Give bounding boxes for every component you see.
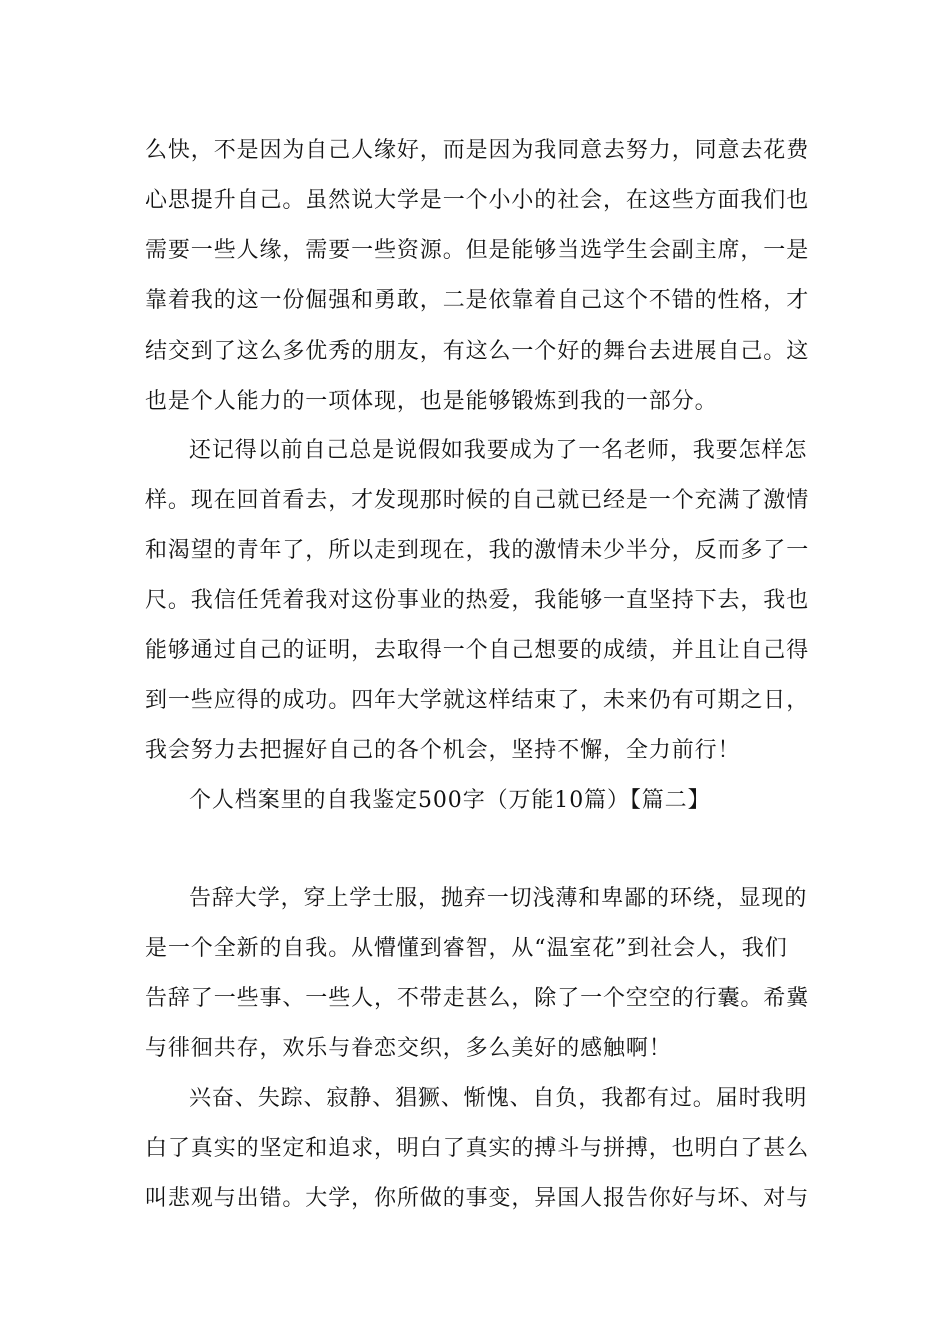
paragraph-line: 兴奋、失踪、寂静、猖獗、惭愧、自负，我都有过。届时我明: [189, 1086, 808, 1111]
paragraph-line: 我会努力去把握好自己的各个机会，坚持不懈，全力前行！: [145, 738, 741, 763]
paragraph-line: 靠着我的这一份倔强和勇敢，二是依靠着自己这个不错的性格，才: [145, 288, 810, 313]
paragraph-line: 心思提升自己。虽然说大学是一个小小的社会，在这些方面我们也: [145, 188, 810, 213]
paragraph-line: 和渴望的青年了，所以走到现在，我的激情未少半分，反而多了一: [145, 538, 810, 563]
paragraph-line: 与徘徊共存，欢乐与眷恋交织，多么美好的感触啊！: [145, 1036, 672, 1061]
paragraph-line: 还记得以前自己总是说假如我要成为了一名老师，我要怎样怎: [189, 438, 808, 463]
document-body: [145, 0, 810, 1344]
paragraph-line: 告辞了一些事、一些人，不带走甚么，除了一个空空的行囊。希冀: [145, 986, 810, 1011]
paragraph-line: 也是个人能力的一项体现，也是能够锻炼到我的一部分。: [145, 389, 718, 414]
paragraph-line: 需要一些人缘，需要一些资源。但是能够当选学生会副主席，一是: [145, 238, 810, 263]
paragraph-line: 白了真实的坚定和追求，明白了真实的搏斗与拼搏，也明白了甚么: [145, 1136, 810, 1161]
paragraph-line: 能够通过自己的证明，去取得一个自己想要的成绩，并且让自己得: [145, 638, 810, 663]
paragraph-line: 结交到了这么多优秀的朋友，有这么一个好的舞台去进展自己。这: [145, 339, 810, 364]
paragraph-line: 样。现在回首看去，才发现那时候的自己就已经是一个充满了激情: [145, 488, 810, 513]
paragraph-line: 尺。我信任凭着我对这份事业的热爱，我能够一直坚持下去，我也: [145, 588, 810, 613]
paragraph-line: 告辞大学，穿上学士服，抛弃一切浅薄和卑鄙的环绕，显现的: [189, 886, 808, 911]
paragraph-line: 叫悲观与出错。大学，你所做的事变，异国人报告你好与坏、对与: [145, 1186, 810, 1211]
paragraph-line: 么快，不是因为自己人缘好，而是因为我同意去努力，同意去花费: [145, 138, 810, 163]
paragraph-line: 到一些应得的成功。四年大学就这样结束了，未来仍有可期之日，: [145, 688, 810, 713]
section-heading: 个人档案里的自我鉴定500字（万能10篇）【篇二】: [189, 788, 711, 813]
paragraph-line: 是一个全新的自我。从懵懂到睿智，从“温室花”到社会人，我们: [145, 936, 788, 961]
